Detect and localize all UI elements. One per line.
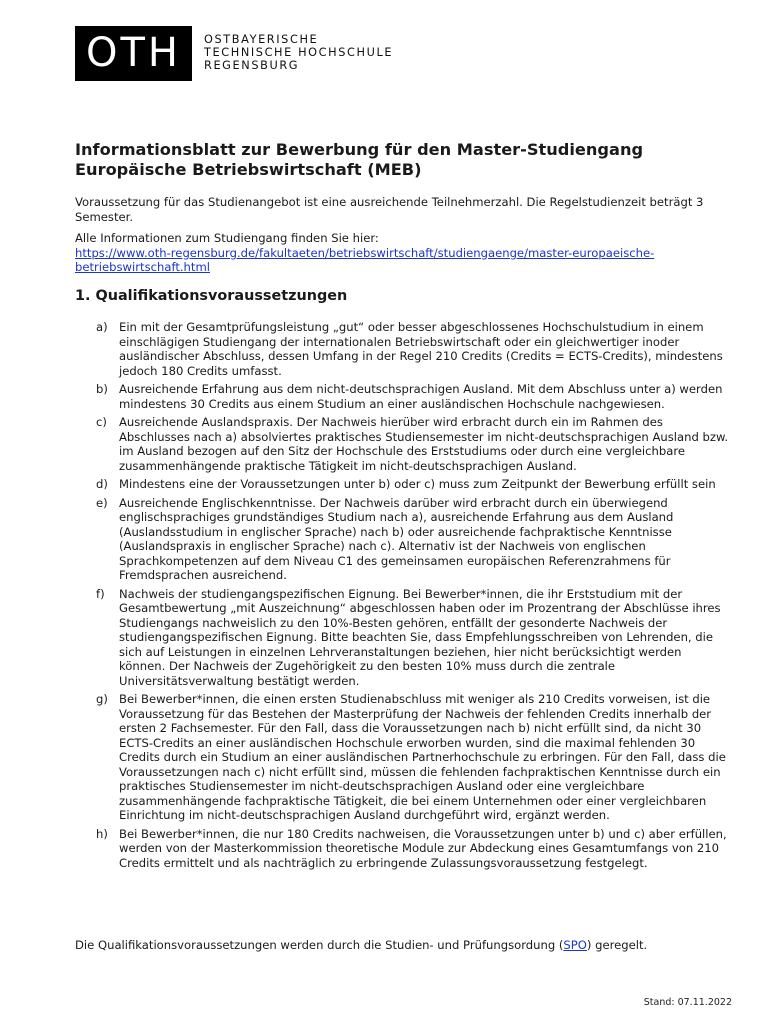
info-paragraph xyxy=(75,231,725,275)
requirement-marker: a) xyxy=(96,320,108,334)
requirement-item xyxy=(75,827,730,871)
requirements-list xyxy=(75,320,730,874)
document-date: Stand: 07.11.2022 xyxy=(643,997,732,1008)
logo-line-1: OSTBAYERISCHE xyxy=(204,33,319,46)
requirement-text: Bei Bewerber*innen, die nur 180 Credits nachweisen, die Voraussetzungen unter b) und c) aber erfüllen, werden von der Masterkommission theoretische Module zur Abdeckung eines Gesamtumfangs von 210 Credits ermittelt und als nachträglich zu erbringende Zulassungsvoraussetzung festgelegt. xyxy=(119,826,727,870)
closing-tail: ) geregelt. xyxy=(586,938,648,952)
requirement-marker: c) xyxy=(96,415,107,429)
requirement-marker: g) xyxy=(96,692,108,706)
requirement-item xyxy=(75,415,730,473)
requirement-marker: e) xyxy=(96,495,108,510)
requirement-item xyxy=(75,692,730,823)
program-info-link[interactable]: https://www.oth-regensburg.de/fakultaeten/betriebswirtschaft/studiengaenge/master-europaeische-betriebswirtschaft.html xyxy=(75,245,655,274)
requirement-text: Mindestens eine der Voraussetzungen unter b) oder c) muss zum Zeitpunkt der Bewerbung erfüllt sein xyxy=(119,477,716,491)
closing-note xyxy=(75,938,735,953)
spo-link[interactable]: SPO xyxy=(563,938,587,952)
info-lead: Alle Informationen zum Studiengang finden Sie hier: xyxy=(75,231,379,245)
requirement-text: Nachweis der studiengangspezifischen Eignung. Bei Bewerber*innen, die ihr Erststudium mit der Gesamtbewertung „mit Auszeichnung“ abgeschlossen haben oder im Prozentrang der Abschlüsse ihres Studiengangs nachweislich zu den 10%-Besten gehören, entfällt der gesonderte Nachweis der studiengangspezifischen Eignung. Bitte beachten Sie, dass Empfehlungsschreiben von Lehrenden, die sich auf Leistungen in einzelnen Lehrveranstaltungen beziehen, hier nicht berücksichtigt werden können. Der Nachweis der Zugehörigkeit zu den besten 10% muss durch die zentrale Universitätsverwaltung bestätigt werden. xyxy=(119,586,721,688)
oth-logo-mark: OTH xyxy=(75,26,192,81)
section-heading-qualifications: 1. Qualifikationsvoraussetzungen xyxy=(75,288,348,304)
oth-logo-wordmark xyxy=(204,33,393,72)
logo-line-2: TECHNISCHE HOCHSCHULE xyxy=(204,46,394,59)
requirement-marker: f) xyxy=(96,586,105,601)
title-line-2: Europäische Betriebswirtschaft (MEB) xyxy=(75,160,422,179)
requirement-text: Bei Bewerber*innen, die einen ersten Studienabschluss mit weniger als 210 Credits vorweisen, ist die Voraussetzung für das Bestehen der Masterprüfung der Nachweis der fehlenden Credits innerhalb der ersten 2 Fachsemester. Für den Fall, dass die Voraussetzungen nach b) nicht erfüllt sind, da nicht 30 ECTS-Credits an einer ausländischen Hochschule erworben wurden, sind die maximal fehlenden 30 Credits durch ein Studium an einer ausländischen Partnerhochschule zu erbringen. Für den Fall, dass die Voraussetzungen nach c) nicht erfüllt sind, müssen die fehlenden fachpraktischen Kenntnisse durch ein praktisches Studiensemester im nicht-deutschsprachigen Ausland oder eine vergleichbare zusammenhängende fachpraktische Tätigkeit, die bei einem Unternehmen oder einer vergleichbaren Einrichtung im nicht-deutschsprachigen Ausland durchgeführt wird, ergänzt werden. xyxy=(119,692,726,822)
requirement-text: Ausreichende Englischkenntnisse. Der Nachweis darüber wird erbracht durch ein überwiegend englischsprachiges grundständiges Studium nach a), ausreichende Erfahrung aus dem Ausland (Auslandsstudium in englischer Sprache) nach b) oder ausreichende fachpraktische Kenntnisse (Auslandspraxis in englischer Sprache) nach c). Alternativ ist der Nachweis von englischen Sprachkompetenzen auf dem Niveau C1 des gemeinsamen europäischen Referenzrahmens für Fremdsprachen ausreichend. xyxy=(119,495,674,582)
requirement-text: Ausreichende Erfahrung aus dem nicht-deutschsprachigen Ausland. Mit dem Abschluss unter a) werden mindestens 30 Credits aus einem Studium an einer ausländischen Hochschule nachgewiesen. xyxy=(119,382,723,411)
intro-paragraph: Voraussetzung für das Studienangebot ist eine ausreichende Teilnehmerzahl. Die Regelstudienzeit beträgt 3 Semester. xyxy=(75,195,704,224)
requirement-text: Ein mit der Gesamtprüfungsleistung „gut“ oder besser abgeschlossenes Hochschulstudium in einem einschlägigen Studiengang der internationalen Betriebswirtschaft oder ein gleichwertiger inoder ausländischer Abschluss, dessen Umfang in der Regel 210 Credits (Credits = ECTS-Credits), mindestens jedoch 180 Credits umfasst. xyxy=(119,320,723,378)
document-title xyxy=(75,140,715,180)
requirement-marker: b) xyxy=(96,382,108,396)
intro-block xyxy=(75,195,725,275)
requirement-marker: h) xyxy=(96,826,108,841)
title-line-1: Informationsblatt zur Bewerbung für den Master-Studiengang xyxy=(75,140,644,159)
requirement-item xyxy=(75,496,730,583)
requirement-text: Ausreichende Auslandspraxis. Der Nachweis hierüber wird erbracht durch ein im Rahmen des Abschlusses nach a) absolviertes praktisches Studiensemester im nicht-deutschsprachigen Ausland bzw. im Ausland bezogen auf den Sitz der Hochschule des Erststudiums oder durch eine vergleichbare zusammenhängende praktische Tätigkeit im nicht-deutschsprachigen Ausland. xyxy=(119,415,729,473)
requirement-item xyxy=(75,382,730,411)
logo-line-3: REGENSBURG xyxy=(204,59,300,72)
closing-lead: Die Qualifikationsvoraussetzungen werden durch die Studien- und Prüfungsordung ( xyxy=(75,938,564,952)
requirement-item xyxy=(75,587,730,689)
requirement-marker: d) xyxy=(96,477,108,491)
requirement-item xyxy=(75,477,730,492)
requirement-item xyxy=(75,320,730,378)
